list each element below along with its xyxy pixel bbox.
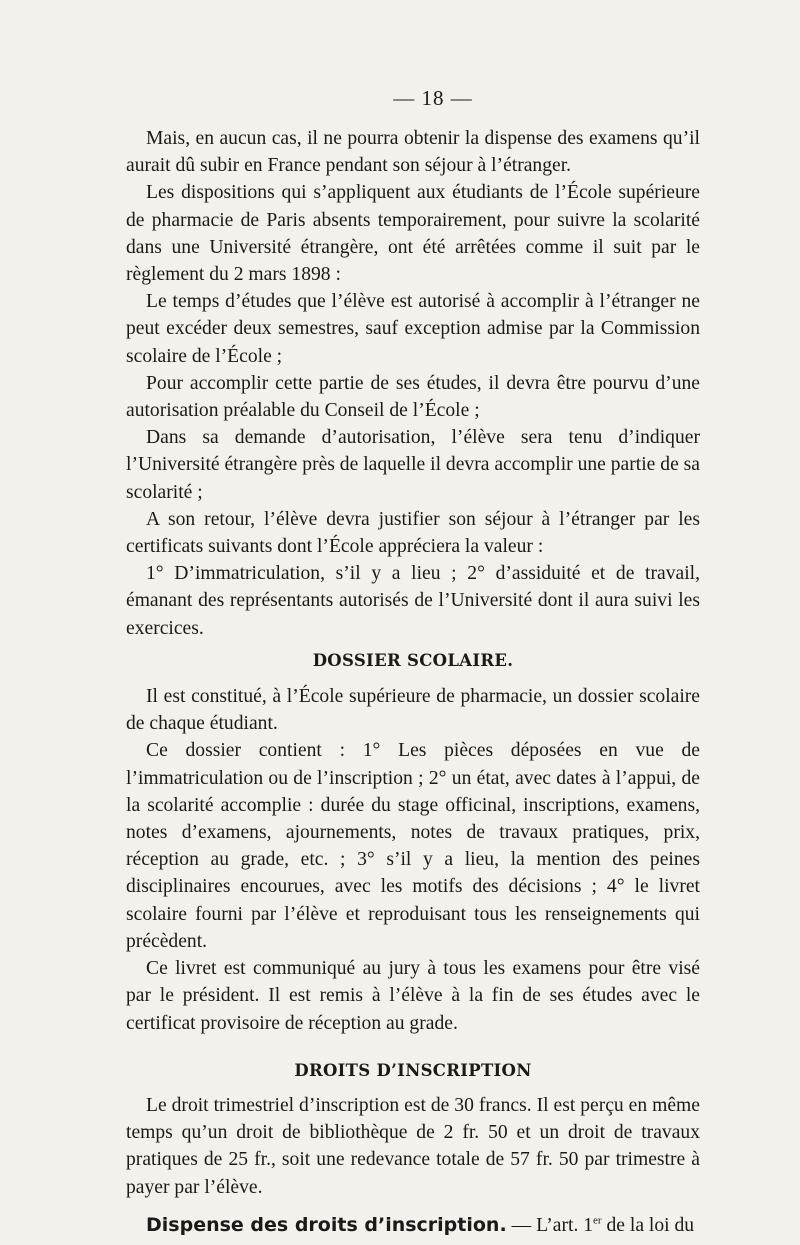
paragraph: Le droit trimestriel d’inscription est de 30 francs. Il est perçu en même temps qu’un droit de bibliothèque de 2 fr. 50 et un droit de travaux pratiques de 25 fr., soit une redevance totale de 57 fr. 50 par trimestre à payer par l’élève. <box>126 1094 700 1198</box>
dispense-paragraph-start <box>126 1212 700 1239</box>
paragraph: Ce livret est communiqué au jury à tous les examens pour être visé par le président. Il est remis à l’élève à la fin de ses études avec le certificat provisoire de réception au grade. <box>126 958 700 1034</box>
paragraph: Dans sa demande d’autorisation, l’élève sera tenu d’indiquer l’Université étrangère près de laquelle il devra accomplir une partie de sa scolarité ; <box>126 427 700 503</box>
dispense-title: Dispense des droits d’inscription. <box>146 1213 507 1236</box>
page-number: — 18 — <box>393 86 473 110</box>
paragraph: Il est constitué, à l’École supérieure de pharmacie, un dossier scolaire de chaque étudiant. <box>126 686 700 735</box>
section-foreign-studies <box>126 125 700 642</box>
section-droits-inscription <box>126 1092 700 1201</box>
dispense-text-end: de la loi du <box>601 1214 695 1236</box>
paragraph: Pour accomplir cette partie de ses études, il devra être pourvu d’une autorisation préalable du Conseil de l’École ; <box>126 372 700 422</box>
section-heading-droits-inscription: DROITS D’INSCRIPTION <box>294 1060 532 1080</box>
dispense-dash: — <box>506 1214 537 1236</box>
section-heading-dossier-scolaire: DOSSIER SCOLAIRE. <box>312 650 514 670</box>
paragraph: 1° D’immatriculation, s’il y a lieu ; 2° d’assiduité et de travail, émanant des représentants autorisés de l’Université dont il aura suivi les exercices. <box>126 563 700 639</box>
section-dossier-scolaire <box>126 683 700 1037</box>
paragraph: Ce dossier contient : 1° Les pièces déposées en vue de l’immatriculation ou de l’inscription ; 2° un état, avec dates à l’appui, de la scolarité accomplie : durée du stage officinal, inscriptions, examens, notes d’examens, ajournements, notes de travaux pratiques, prix, réception au grade, etc. ; 3° s’il y a lieu, la mention des peines disciplinaires encourues, avec les motifs des décisions ; 4° le livret scolaire fourni par l’élève et reproduisant tous les renseignements qui précèdent. <box>126 740 700 952</box>
dispense-superscript: er <box>593 1214 602 1227</box>
paragraph: A son retour, l’élève devra justifier son séjour à l’étranger par les certificats suivants dont l’École appréciera la valeur : <box>126 508 700 558</box>
dispense-text: L’art. 1 <box>536 1214 594 1236</box>
paragraph: Mais, en aucun cas, il ne pourra obtenir la dispense des examens qu’il aurait dû subir en France pendant son séjour à l’étranger. <box>126 128 700 177</box>
paragraph: Les dispositions qui s’appliquent aux étudiants de l’École supérieure de pharmacie de Paris absents temporairement, pour suivre la scolarité dans une Université étrangère, ont été arrêtées comme il suit par le règlement du 2 mars 1898 : <box>126 182 700 286</box>
paragraph: Le temps d’études que l’élève est autorisé à accomplir à l’étranger ne peut excéder deux semestres, sauf exception admise par la Commission scolaire de l’École ; <box>126 291 700 367</box>
